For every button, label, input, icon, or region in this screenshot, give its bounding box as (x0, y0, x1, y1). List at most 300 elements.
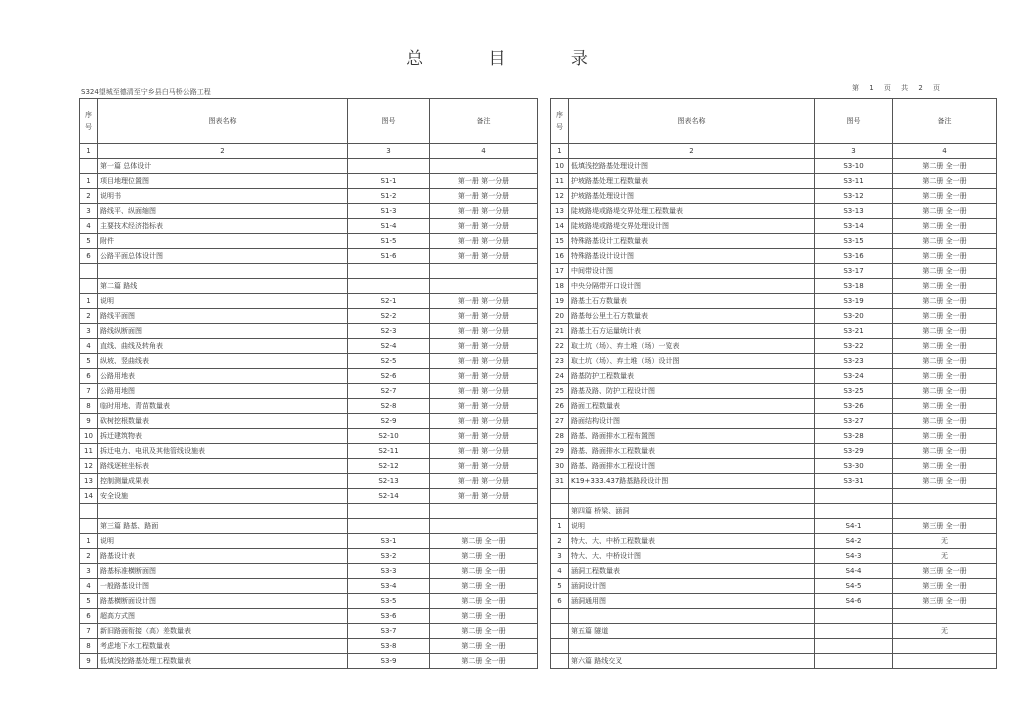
row-name: 中央分隔带开口设计图 (569, 279, 815, 294)
row-seq: 3 (80, 204, 98, 219)
table-row (551, 174, 997, 189)
row-seq: 15 (551, 234, 569, 249)
row-note (893, 609, 997, 624)
row-seq (551, 624, 569, 639)
row-code: S3-30 (815, 459, 893, 474)
row-code: S1-1 (348, 174, 430, 189)
row-code: S3-24 (815, 369, 893, 384)
row-name: 纵坡、竖曲线表 (98, 354, 348, 369)
row-code: S3-29 (815, 444, 893, 459)
row-seq (551, 609, 569, 624)
row-seq: 31 (551, 474, 569, 489)
table-row (551, 579, 997, 594)
row-note: 第二册 全一册 (430, 594, 538, 609)
row-seq: 19 (551, 294, 569, 309)
row-note: 第一册 第一分册 (430, 174, 538, 189)
row-code: S3-2 (348, 549, 430, 564)
row-code: S4-6 (815, 594, 893, 609)
row-seq: 27 (551, 414, 569, 429)
left-index-table (79, 98, 538, 669)
row-seq: 2 (80, 309, 98, 324)
row-note: 第二册 全一册 (893, 474, 997, 489)
row-seq: 6 (80, 609, 98, 624)
row-name (98, 264, 348, 279)
row-note: 第二册 全一册 (893, 399, 997, 414)
row-name: 护坡路基处理设计图 (569, 189, 815, 204)
row-code (815, 489, 893, 504)
row-note: 第二册 全一册 (893, 354, 997, 369)
row-name: 取土坑（场）、弃土堆（场）一览表 (569, 339, 815, 354)
row-name: 路基防护工程数量表 (569, 369, 815, 384)
row-name: 路线平面图 (98, 309, 348, 324)
row-note: 第二册 全一册 (893, 294, 997, 309)
header-number: 2 (569, 144, 815, 159)
row-code: S4-2 (815, 534, 893, 549)
row-name: 护坡路基处理工程数量表 (569, 174, 815, 189)
row-seq: 6 (80, 249, 98, 264)
row-code: S3-1 (348, 534, 430, 549)
table-row (80, 624, 538, 639)
table-row (80, 204, 538, 219)
row-code: S3-15 (815, 234, 893, 249)
row-code: S4-5 (815, 579, 893, 594)
row-name: 路基及路、防护工程设计图 (569, 384, 815, 399)
header-number: 3 (815, 144, 893, 159)
row-note: 第二册 全一册 (430, 534, 538, 549)
row-code: S2-3 (348, 324, 430, 339)
row-name: 路面结构设计图 (569, 414, 815, 429)
row-note: 第二册 全一册 (893, 339, 997, 354)
row-name: 拆迁电力、电讯及其他管线设施表 (98, 444, 348, 459)
row-name: 路基、路面排水工程设计图 (569, 459, 815, 474)
table-row (80, 264, 538, 279)
table-row (551, 504, 997, 519)
row-code: S3-6 (348, 609, 430, 624)
table-row (551, 354, 997, 369)
row-code: S4-4 (815, 564, 893, 579)
row-name: 一般路基设计图 (98, 579, 348, 594)
row-note: 第一册 第一分册 (430, 414, 538, 429)
table-row (551, 489, 997, 504)
table-row (80, 384, 538, 399)
row-name: 路面工程数量表 (569, 399, 815, 414)
table-row (80, 594, 538, 609)
table-row (551, 339, 997, 354)
right-table-body (551, 159, 997, 669)
table-row (80, 219, 538, 234)
row-note: 第三册 全一册 (893, 594, 997, 609)
row-note: 第一册 第一分册 (430, 294, 538, 309)
header-number-row (551, 144, 997, 159)
row-note: 第二册 全一册 (893, 189, 997, 204)
row-seq: 12 (80, 459, 98, 474)
header-number: 4 (893, 144, 997, 159)
row-name: 新旧路面衔接（高）差数量表 (98, 624, 348, 639)
row-seq: 4 (80, 339, 98, 354)
row-note: 第二册 全一册 (430, 609, 538, 624)
row-note: 第二册 全一册 (893, 429, 997, 444)
row-note: 第二册 全一册 (893, 159, 997, 174)
row-seq: 14 (551, 219, 569, 234)
table-header-row (551, 99, 997, 144)
row-seq: 5 (80, 354, 98, 369)
row-note: 第一册 第一分册 (430, 489, 538, 504)
row-code: S1-6 (348, 249, 430, 264)
row-name: 路基每公里土石方数量表 (569, 309, 815, 324)
row-code: S3-13 (815, 204, 893, 219)
table-row (551, 324, 997, 339)
row-name: 项目地理位置图 (98, 174, 348, 189)
row-name: 路线纵断面图 (98, 324, 348, 339)
row-code: S3-28 (815, 429, 893, 444)
row-code: S2-9 (348, 414, 430, 429)
row-note: 第二册 全一册 (430, 579, 538, 594)
row-code: S3-8 (348, 639, 430, 654)
row-note: 第一册 第一分册 (430, 234, 538, 249)
row-note (430, 279, 538, 294)
table-row (80, 159, 538, 174)
row-seq: 29 (551, 444, 569, 459)
row-code: S3-19 (815, 294, 893, 309)
row-note: 无 (893, 624, 997, 639)
row-name: 特殊路基设计工程数量表 (569, 234, 815, 249)
row-note: 第二册 全一册 (893, 384, 997, 399)
table-row (551, 414, 997, 429)
row-seq (80, 279, 98, 294)
row-note: 第一册 第一分册 (430, 459, 538, 474)
row-name: 砍树挖根数量表 (98, 414, 348, 429)
table-row (551, 309, 997, 324)
row-note (430, 519, 538, 534)
table-row (551, 624, 997, 639)
table-row (80, 234, 538, 249)
row-seq: 21 (551, 324, 569, 339)
header-number: 1 (80, 144, 98, 159)
row-seq: 6 (551, 594, 569, 609)
row-seq (551, 504, 569, 519)
row-seq: 2 (80, 189, 98, 204)
row-seq: 8 (80, 639, 98, 654)
row-seq: 5 (80, 594, 98, 609)
row-seq: 1 (551, 519, 569, 534)
row-note (893, 504, 997, 519)
row-note: 第二册 全一册 (893, 219, 997, 234)
row-name: 附件 (98, 234, 348, 249)
row-seq: 4 (80, 219, 98, 234)
row-name: 主要技术经济指标表 (98, 219, 348, 234)
table-row (80, 639, 538, 654)
row-code: S2-5 (348, 354, 430, 369)
table-row (80, 459, 538, 474)
header-code: 图号 (815, 99, 893, 144)
row-note: 第二册 全一册 (430, 639, 538, 654)
row-name: 考虑地下水工程数量表 (98, 639, 348, 654)
row-seq: 4 (80, 579, 98, 594)
row-name: 取土坑（场）、弃土堆（场）设计图 (569, 354, 815, 369)
row-seq: 4 (551, 564, 569, 579)
row-seq: 25 (551, 384, 569, 399)
table-row (80, 534, 538, 549)
row-seq (551, 639, 569, 654)
row-note: 第二册 全一册 (430, 624, 538, 639)
row-code (348, 159, 430, 174)
row-name: 路基土石方数量表 (569, 294, 815, 309)
row-code: S3-14 (815, 219, 893, 234)
row-name: 路基标准横断面图 (98, 564, 348, 579)
row-note: 第一册 第一分册 (430, 339, 538, 354)
row-note: 第二册 全一册 (893, 444, 997, 459)
row-note: 第二册 全一册 (893, 264, 997, 279)
table-row (80, 354, 538, 369)
row-name: 超高方式图 (98, 609, 348, 624)
row-note: 第一册 第一分册 (430, 444, 538, 459)
row-name: 公路平面总体设计图 (98, 249, 348, 264)
row-code (815, 504, 893, 519)
table-row (80, 519, 538, 534)
row-code: S2-2 (348, 309, 430, 324)
row-name: 涵洞通用图 (569, 594, 815, 609)
row-name: 涵洞设计图 (569, 579, 815, 594)
row-seq: 3 (551, 549, 569, 564)
row-note: 第二册 全一册 (893, 414, 997, 429)
row-code: S3-18 (815, 279, 893, 294)
row-code: S4-3 (815, 549, 893, 564)
row-name: 涵洞工程数量表 (569, 564, 815, 579)
row-note: 第二册 全一册 (893, 459, 997, 474)
row-name: 路基土石方运量统计表 (569, 324, 815, 339)
row-seq: 28 (551, 429, 569, 444)
header-code: 图号 (348, 99, 430, 144)
header-name: 图表名称 (98, 99, 348, 144)
row-seq: 24 (551, 369, 569, 384)
table-row (80, 504, 538, 519)
table-row (551, 249, 997, 264)
row-seq: 2 (551, 534, 569, 549)
row-name: 控制测量成果表 (98, 474, 348, 489)
row-name: 第二篇 路线 (98, 279, 348, 294)
project-name: S324望城至德清至宁乡县白马桥公路工程 (81, 88, 211, 96)
row-seq: 1 (80, 174, 98, 189)
row-seq (551, 489, 569, 504)
row-note (893, 489, 997, 504)
row-code: S3-21 (815, 324, 893, 339)
row-seq: 23 (551, 354, 569, 369)
row-code: S3-17 (815, 264, 893, 279)
row-note: 第一册 第一分册 (430, 354, 538, 369)
row-seq: 16 (551, 249, 569, 264)
row-name: 说明 (98, 534, 348, 549)
row-name: 路基、路面排水工程数量表 (569, 444, 815, 459)
right-index-table (550, 98, 997, 669)
row-seq: 20 (551, 309, 569, 324)
row-name: 公路用地表 (98, 369, 348, 384)
row-seq: 30 (551, 459, 569, 474)
row-name: 低填浅挖路基处理工程数量表 (98, 654, 348, 669)
row-seq: 7 (80, 624, 98, 639)
row-note: 第一册 第一分册 (430, 369, 538, 384)
row-code: S3-9 (348, 654, 430, 669)
row-code: S3-12 (815, 189, 893, 204)
row-code: S2-14 (348, 489, 430, 504)
row-code (815, 654, 893, 669)
page-title: 总 目 录 (406, 49, 618, 69)
table-row (551, 534, 997, 549)
row-seq: 5 (551, 579, 569, 594)
table-row (80, 564, 538, 579)
row-name: 路线平、纵面缩图 (98, 204, 348, 219)
row-name: 第三篇 路基、路面 (98, 519, 348, 534)
header-number: 3 (348, 144, 430, 159)
table-row (551, 639, 997, 654)
page-info: 第 1 页 共 2 页 (852, 84, 945, 92)
row-seq: 10 (80, 429, 98, 444)
row-seq: 5 (80, 234, 98, 249)
table-row (551, 519, 997, 534)
row-seq: 9 (80, 654, 98, 669)
table-row (80, 654, 538, 669)
row-seq: 17 (551, 264, 569, 279)
row-code (815, 609, 893, 624)
row-name: 特殊路基设计设计图 (569, 249, 815, 264)
row-code: S1-4 (348, 219, 430, 234)
table-row (80, 489, 538, 504)
row-note (430, 264, 538, 279)
row-name: 路基横断面设计图 (98, 594, 348, 609)
table-row (80, 249, 538, 264)
row-note: 第二册 全一册 (430, 564, 538, 579)
row-name: 说明 (569, 519, 815, 534)
row-seq: 1 (80, 534, 98, 549)
row-name: 说明书 (98, 189, 348, 204)
row-name: 低填浅挖路基处理设计图 (569, 159, 815, 174)
table-row (551, 609, 997, 624)
row-name: 临时用地、青苗数量表 (98, 399, 348, 414)
row-code (348, 264, 430, 279)
row-name (569, 609, 815, 624)
row-name: 第五篇 隧道 (569, 624, 815, 639)
row-note: 第三册 全一册 (893, 579, 997, 594)
row-code: S2-13 (348, 474, 430, 489)
row-note: 第一册 第一分册 (430, 474, 538, 489)
header-seq: 序号 (80, 99, 98, 144)
row-name: 路基、路面排水工程布置图 (569, 429, 815, 444)
table-row (551, 444, 997, 459)
row-code (815, 639, 893, 654)
table-row (551, 429, 997, 444)
table-row (80, 339, 538, 354)
row-code: S3-22 (815, 339, 893, 354)
row-code: S1-3 (348, 204, 430, 219)
row-note: 第一册 第一分册 (430, 399, 538, 414)
row-note: 第一册 第一分册 (430, 429, 538, 444)
row-code: S3-27 (815, 414, 893, 429)
table-row (551, 594, 997, 609)
header-number: 4 (430, 144, 538, 159)
table-row (80, 279, 538, 294)
header-number: 2 (98, 144, 348, 159)
table-row (80, 399, 538, 414)
row-code: S3-23 (815, 354, 893, 369)
table-row (551, 564, 997, 579)
row-seq: 2 (80, 549, 98, 564)
row-name: K19+333.437路基路段设计图 (569, 474, 815, 489)
row-code: S3-25 (815, 384, 893, 399)
row-code: S2-6 (348, 369, 430, 384)
row-code: S2-12 (348, 459, 430, 474)
row-seq: 11 (551, 174, 569, 189)
row-name: 陡坡路堤或路堤交界处理工程数量表 (569, 204, 815, 219)
row-note (430, 159, 538, 174)
row-seq: 3 (80, 564, 98, 579)
table-row (551, 189, 997, 204)
table-row (80, 414, 538, 429)
row-name: 路基设计表 (98, 549, 348, 564)
table-row (80, 549, 538, 564)
row-code: S2-10 (348, 429, 430, 444)
header-number-row (80, 144, 538, 159)
table-row (80, 294, 538, 309)
row-code: S4-1 (815, 519, 893, 534)
row-code: S3-20 (815, 309, 893, 324)
header-name: 图表名称 (569, 99, 815, 144)
row-seq: 1 (80, 294, 98, 309)
row-code: S2-8 (348, 399, 430, 414)
table-row (551, 549, 997, 564)
table-header-row (80, 99, 538, 144)
row-seq: 26 (551, 399, 569, 414)
table-row (80, 474, 538, 489)
header-note: 备注 (893, 99, 997, 144)
row-note: 第二册 全一册 (893, 174, 997, 189)
row-code: S3-16 (815, 249, 893, 264)
row-note: 第二册 全一册 (893, 204, 997, 219)
row-seq (551, 654, 569, 669)
row-seq: 18 (551, 279, 569, 294)
table-row (80, 309, 538, 324)
row-note: 无 (893, 549, 997, 564)
row-code: S2-4 (348, 339, 430, 354)
row-name (569, 639, 815, 654)
table-row (551, 369, 997, 384)
row-code (815, 624, 893, 639)
row-seq: 3 (80, 324, 98, 339)
row-name: 第六篇 路线交叉 (569, 654, 815, 669)
row-seq: 11 (80, 444, 98, 459)
row-code: S3-7 (348, 624, 430, 639)
row-note: 第二册 全一册 (893, 324, 997, 339)
row-code: S2-11 (348, 444, 430, 459)
table-row (551, 159, 997, 174)
row-code: S3-5 (348, 594, 430, 609)
row-note: 第一册 第一分册 (430, 219, 538, 234)
row-code (348, 504, 430, 519)
row-seq: 13 (80, 474, 98, 489)
row-note: 第二册 全一册 (430, 654, 538, 669)
row-seq (80, 264, 98, 279)
row-note (893, 639, 997, 654)
row-note: 第二册 全一册 (893, 234, 997, 249)
row-seq: 22 (551, 339, 569, 354)
row-seq: 9 (80, 414, 98, 429)
table-row (80, 579, 538, 594)
row-name: 特大、大、中桥设计图 (569, 549, 815, 564)
row-code: S3-26 (815, 399, 893, 414)
table-row (80, 174, 538, 189)
table-row (551, 234, 997, 249)
row-name: 安全设施 (98, 489, 348, 504)
left-table-body (80, 159, 538, 669)
row-seq: 12 (551, 189, 569, 204)
